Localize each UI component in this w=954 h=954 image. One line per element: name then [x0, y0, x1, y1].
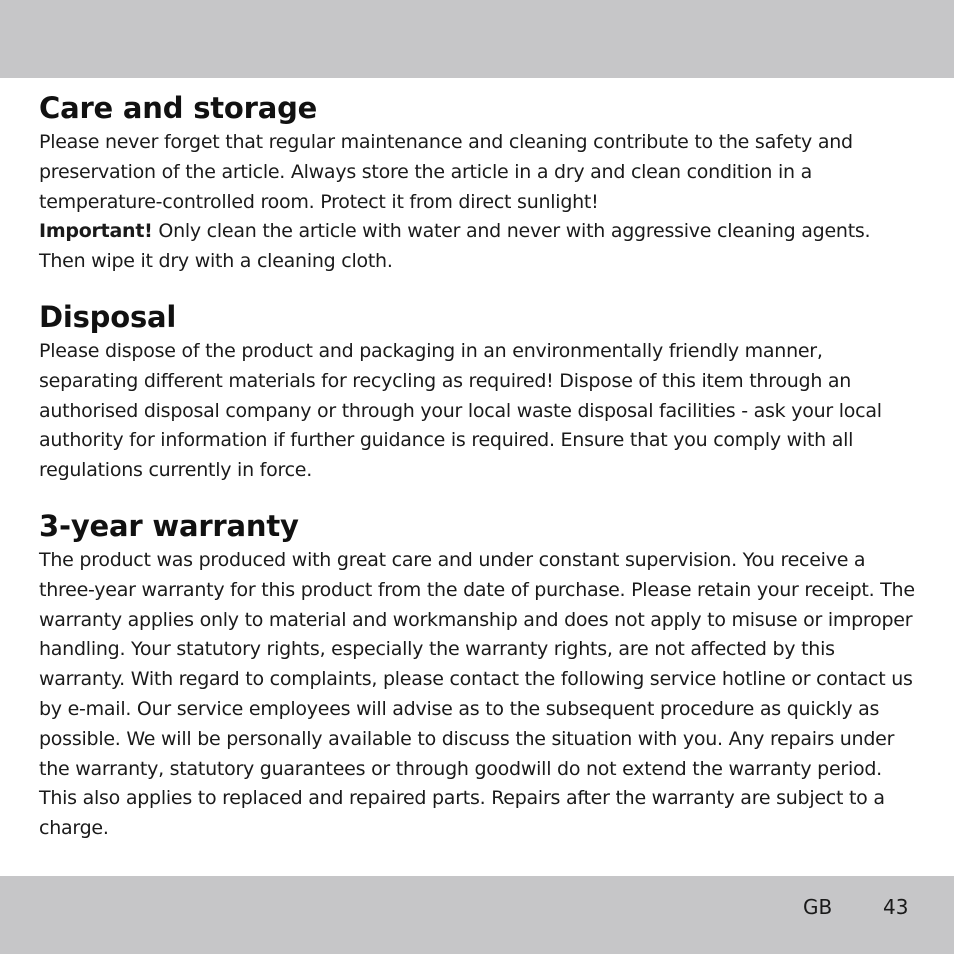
warranty-heading: 3-year warranty	[39, 508, 299, 543]
disposal-section	[39, 297, 919, 486]
page-content	[39, 88, 919, 844]
care-paragraph	[39, 128, 919, 277]
page-number: 43	[883, 895, 909, 919]
warranty-section	[39, 506, 919, 844]
care-section	[39, 88, 919, 277]
care-text: Please never forget that regular maintenance and cleaning contribute to the safety and preservation of the article. Always store the article in a dry and clean condition in a temperature-controlled room. Protect it from direct sunlight!	[39, 131, 853, 213]
disposal-paragraph: Please dispose of the product and packaging in an environmentally friendly manner, separating different materials for recycling as required! Dispose of this item through an authorised disposal company or through your local waste disposal facilities - ask your local authority for information if further guidance is required. Ensure that you comply with all regulations currently in force.	[39, 339, 882, 482]
important-label: Important!	[39, 220, 153, 243]
disposal-heading: Disposal	[39, 299, 177, 334]
warranty-paragraph: The product was produced with great care and under constant supervision. You receive a three-year warranty for this product from the date of purchase. Please retain your receipt. The warranty applies only to material and workmanship and does not apply to misuse or improper handling. Your statutory rights, especially the warranty rights, are not affected by this warranty. With regard to complaints, please contact the following service hotline or contact us by e-mail. Our service employees will advise as to the subsequent procedure as quickly as possible. We will be personally available to discuss the situation with you. Any repairs under the warranty, statutory guarantees or through goodwill do not extend the warranty period. This also applies to replaced and repaired parts. Repairs after the warranty are subject to a charge.	[39, 548, 915, 840]
language-code: GB	[803, 895, 833, 919]
care-heading: Care and storage	[39, 91, 318, 125]
header-band	[0, 0, 954, 78]
important-text: Only clean the article with water and never with aggressive cleaning agents. Then wipe it dry with a cleaning cloth.	[39, 220, 871, 273]
